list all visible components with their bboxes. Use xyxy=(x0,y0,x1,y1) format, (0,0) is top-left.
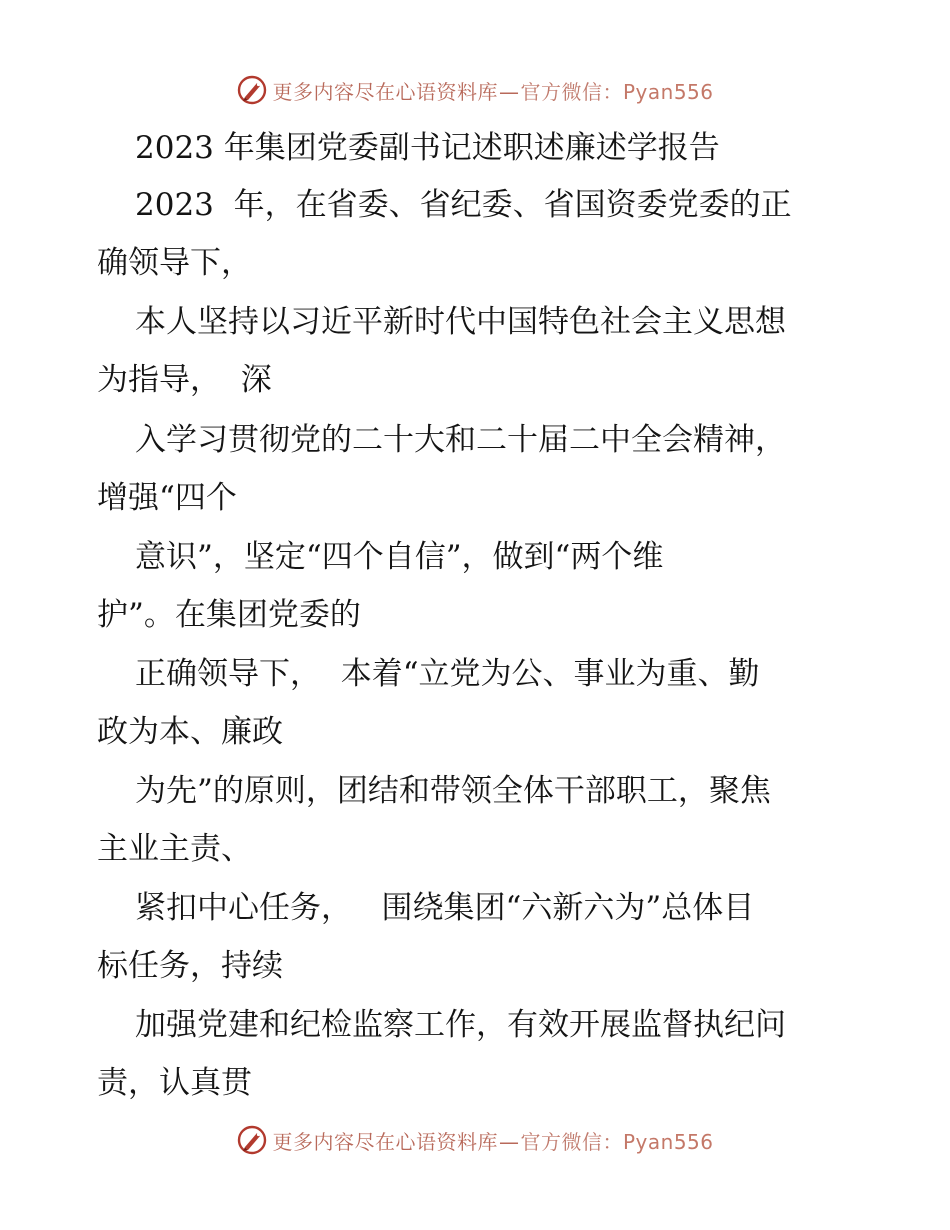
watermark-text xyxy=(272,1126,713,1155)
footer-watermark xyxy=(0,1120,950,1160)
paragraph-line: 正确领导下， 本着“立党为公、事业为重、勤 xyxy=(135,656,760,692)
paragraph-line: 2023 年，在省委、省纪委、省国资委党委的正 xyxy=(135,187,792,223)
paragraph-line: 标任务，持续 xyxy=(97,948,283,984)
watermark-dash: — xyxy=(498,79,520,104)
watermark-prefix: 更多内容尽在心语资料库 xyxy=(272,79,498,104)
paragraph-line: 为指导， 深 xyxy=(97,362,272,398)
watermark-dash: — xyxy=(498,1129,520,1154)
paragraph-line: 确领导下， xyxy=(97,245,252,281)
paragraph-line: 为先”的原则，团结和带领全体干部职工，聚焦 xyxy=(135,773,771,809)
paragraph-line: 增强“四个 xyxy=(97,480,237,516)
paragraph-line: 责，认真贯 xyxy=(97,1065,252,1101)
watermark-wechat-id: Pyan556 xyxy=(622,1129,714,1154)
paragraph-line: 本人坚持以习近平新时代中国特色社会主义思想 xyxy=(135,304,786,340)
document-title: 2023 年集团党委副书记述职述廉述学报告 xyxy=(135,130,720,166)
watermark-label: 官方微信： xyxy=(520,79,623,104)
pen-logo-icon xyxy=(236,74,268,106)
paragraph-line: 紧扣中心任务， 围绕集团“六新六为”总体目 xyxy=(135,890,755,926)
pen-logo-icon xyxy=(236,1124,268,1156)
watermark-label: 官方微信： xyxy=(520,1129,623,1154)
paragraph-line: 入学习贯彻党的二十大和二十届二中全会精神， xyxy=(135,422,786,458)
header-watermark xyxy=(0,70,950,110)
paragraph-line: 护”。在集团党委的 xyxy=(97,597,361,633)
paragraph-line: 意识”，坚定“四个自信”，做到“两个维 xyxy=(135,539,664,575)
watermark-wechat-id: Pyan556 xyxy=(622,79,714,104)
watermark-prefix: 更多内容尽在心语资料库 xyxy=(272,1129,498,1154)
watermark-text xyxy=(272,76,713,105)
paragraph-line: 加强党建和纪检监察工作，有效开展监督执纪问 xyxy=(135,1007,786,1043)
paragraph-line: 政为本、廉政 xyxy=(97,714,283,750)
paragraph-line: 主业主责、 xyxy=(97,831,252,867)
